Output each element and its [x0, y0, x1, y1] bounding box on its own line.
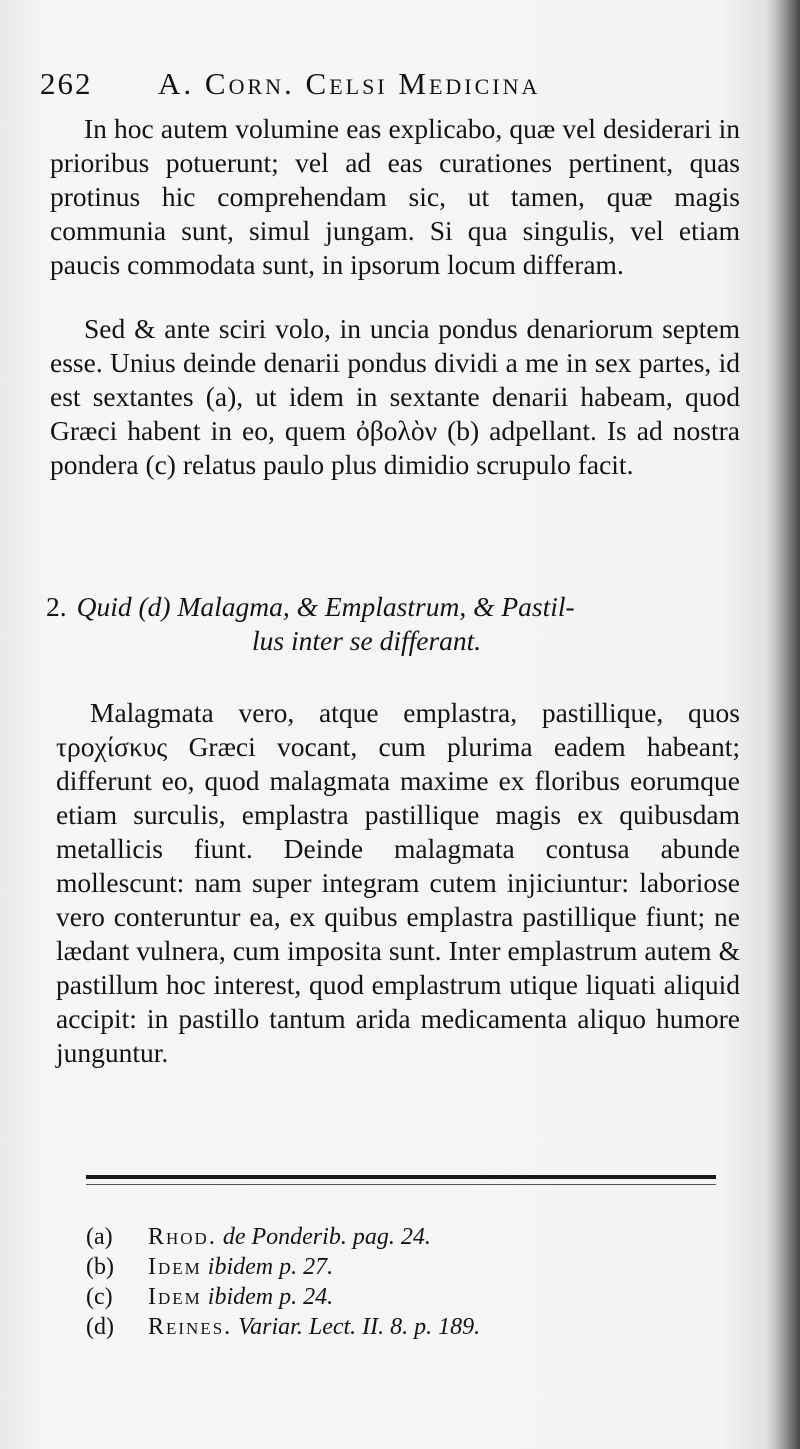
paragraph-text: Malagmata vero, atque emplastra, pastillique, quos τροχίσκυς Græci vocant, cum plurima eadem habeant; differunt eo, quod malagmata maxime ex floribus eorumque etiam surculis, emplastra pastillique magis ex quibusdam metallicis fiunt. Deinde malagmata contusa abunde mollescunt: nam super integram cutem injiciuntur: laboriose vero conteruntur ea, ex quibus emplastra pastillique fiunt; ne lædant vulnera, cum imposita sunt. Inter emplastrum autem & pastillum hoc interest, quod emplastrum utique liquati aliquid accipit: in pastillo tantum arida medicamenta aliquo humore junguntur.	[56, 697, 740, 1068]
footnote-divider-thin	[86, 1184, 716, 1185]
footnote-reference: ibidem p. 24.	[207, 1284, 334, 1310]
page-header	[40, 66, 740, 106]
paragraph-weights	[50, 312, 740, 482]
footnote-mark: (b)	[86, 1254, 114, 1280]
section-number: 2.	[46, 591, 67, 622]
section-heading	[46, 590, 746, 658]
footnote-author: Idem	[148, 1284, 202, 1310]
footnote-reference: ibidem p. 27.	[207, 1254, 334, 1280]
footnote-c	[86, 1282, 746, 1312]
footnote-mark: (a)	[86, 1224, 113, 1250]
footnote-author: Idem	[148, 1254, 202, 1280]
footnote-divider	[86, 1175, 716, 1179]
footnote-a	[86, 1222, 746, 1252]
footnote-reference: de Ponderib. pag. 24.	[222, 1224, 431, 1250]
footnote-author: Rhod.	[148, 1224, 217, 1250]
footnote-d	[86, 1312, 746, 1342]
footnote-mark: (c)	[86, 1284, 113, 1310]
section-title-line2: lus inter se differant.	[252, 625, 482, 656]
section-title-line1: Quid (d) Malagma, & Emplastrum, & Pastil-	[76, 591, 575, 622]
running-title: A. Corn. Celsi Medicina	[158, 66, 541, 101]
paragraph-intro	[50, 112, 740, 282]
paragraph-malagmata	[56, 696, 740, 1070]
footnote-mark: (d)	[86, 1314, 114, 1340]
paragraph-text: In hoc autem volumine eas explicabo, quæ vel desiderari in prioribus potuerunt; vel ad eas curationes pertinent, quas protinus hic comprehendam sic, ut tamen, quæ magis communia sunt, simul jungam. Si qua singulis, vel etiam paucis commodata sunt, in ipsorum locum differam.	[50, 113, 740, 280]
page-number: 262	[40, 66, 93, 101]
footnotes	[86, 1222, 746, 1342]
paragraph-text: Sed & ante sciri volo, in uncia pondus denariorum septem esse. Unius deinde denarii pondus dividi a me in sex partes, id est sextantes (a), ut idem in sextante denarii habeam, quod Græci habent in eo, quem ὀβολὸν (b) adpellant. Is ad nostra pondera (c) relatus paulo plus dimidio scrupulo facit.	[50, 313, 740, 480]
footnote-b	[86, 1252, 746, 1282]
page-edge-shadow	[766, 0, 800, 1449]
footnote-reference: Variar. Lect. II. 8. p. 189.	[238, 1314, 481, 1340]
footnote-author: Reines.	[148, 1314, 233, 1340]
